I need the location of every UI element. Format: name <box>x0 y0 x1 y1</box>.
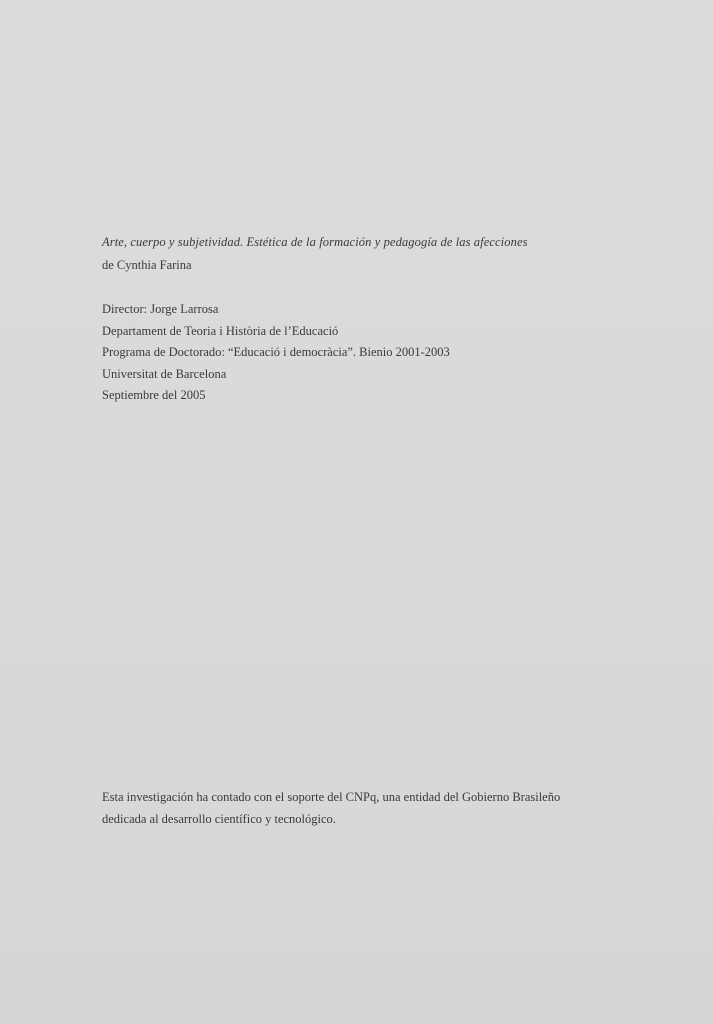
university-line: Universitat de Barcelona <box>102 366 227 381</box>
thesis-title: Arte, cuerpo y subjetividad. Estética de la formación y pedagogía de las afecciones <box>102 235 528 249</box>
thesis-author: de Cynthia Farina <box>102 258 192 272</box>
director-line: Director: Jorge Larrosa <box>102 302 219 316</box>
department-line: Departament de Teoria i Història de l’Educació <box>102 323 339 338</box>
title-block <box>102 232 682 275</box>
funding-note <box>102 787 682 830</box>
thesis-info-block <box>102 299 682 407</box>
funding-note-line-2: dedicada al desarrollo científico y tecnológico. <box>102 811 336 826</box>
funding-note-line-1: Esta investigación ha contado con el soporte del CNPq, una entidad del Gobierno Brasileño <box>102 790 561 804</box>
program-line: Programa de Doctorado: “Educació i democràcia”. Bienio 2001-2003 <box>102 345 450 359</box>
date-line: Septiembre del 2005 <box>102 388 206 402</box>
